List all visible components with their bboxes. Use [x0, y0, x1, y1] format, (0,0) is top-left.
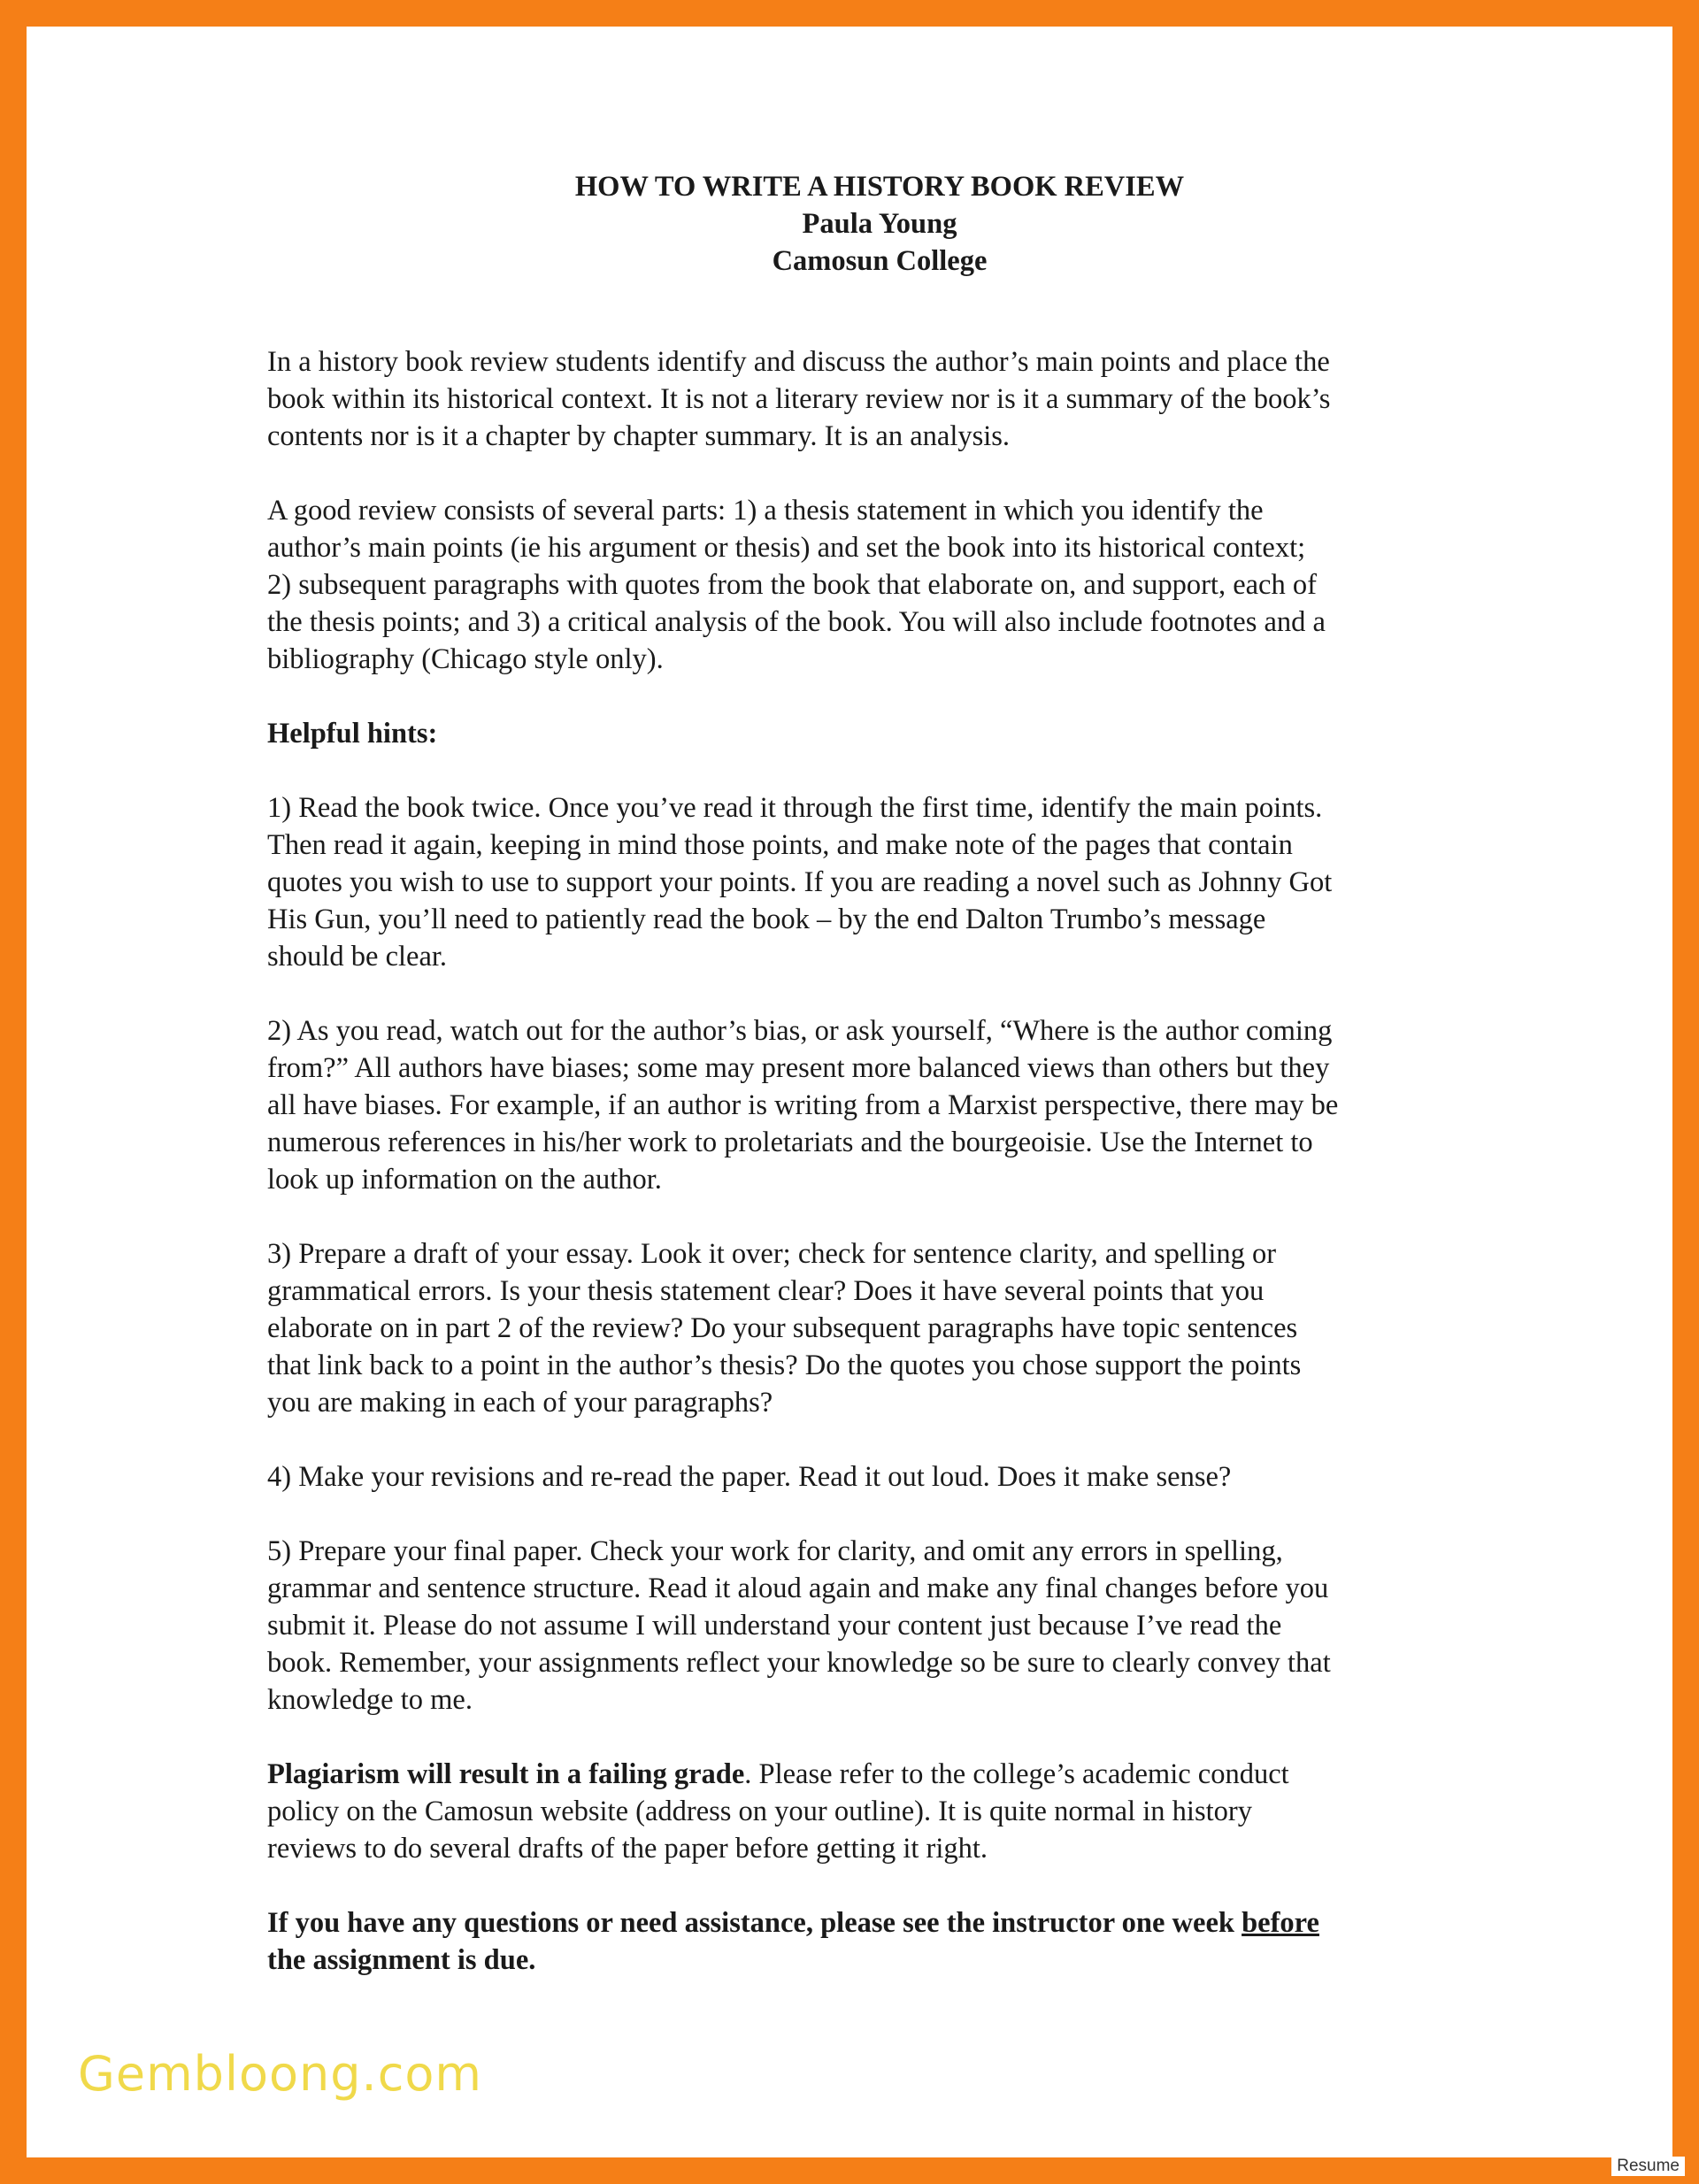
plagiarism-line-rest: . Please refer to the college’s academic conduct	[744, 1758, 1289, 1790]
text-line: book within its historical context. It is not a literary review nor is it a summary of the book’s	[267, 383, 1331, 415]
text-line: 4) Make your revisions and re-read the paper. Read it out loud. Does it make sense?	[267, 1461, 1232, 1493]
text-line: submit it. Please do not assume I will understand your content just because I’ve read the	[267, 1610, 1282, 1642]
review-parts-paragraph	[267, 492, 1506, 678]
text-line: numerous references in his/her work to proletariats and the bourgeoisie. Use the Internet to	[267, 1127, 1313, 1158]
text-line: the assignment is due.	[267, 1944, 536, 1976]
text-line: look up information on the author.	[267, 1164, 662, 1196]
document-page	[267, 168, 1506, 2016]
text-line: knowledge to me.	[267, 1684, 473, 1716]
text-line: grammatical errors. Is your thesis statement clear? Does it have several points that you	[267, 1275, 1265, 1307]
title-block	[267, 168, 1492, 280]
plagiarism-warning: Plagiarism will result in a failing grade	[267, 1758, 745, 1790]
text-line: policy on the Camosun website (address on your outline). It is quite normal in history	[267, 1796, 1252, 1827]
text-line: His Gun, you’ll need to patiently read the book – by the end Dalton Trumbo’s message	[267, 904, 1266, 935]
helpful-hints-heading: Helpful hints:	[267, 718, 438, 750]
closing-line-start: If you have any questions or need assistance, please see the instructor one week	[267, 1907, 1242, 1939]
text-line: 1) Read the book twice. Once you’ve read it through the first time, identify the main points.	[267, 792, 1323, 824]
text-line: from?” All authors have biases; some may present more balanced views than others but they	[267, 1052, 1330, 1084]
text-line: In a history book review students identify and discuss the author’s main points and place the	[267, 346, 1330, 378]
text-line: book. Remember, your assignments reflect your knowledge so be sure to clearly convey that	[267, 1647, 1331, 1679]
text-line: grammar and sentence structure. Read it aloud again and make any final changes before you	[267, 1573, 1329, 1604]
author-name: Paula Young	[802, 208, 957, 240]
text-line: author’s main points (ie his argument or thesis) and set the book into its historical context;	[267, 532, 1306, 564]
text-line	[267, 1756, 1506, 1793]
text-line: the thesis points; and 3) a critical analysis of the book. You will also include footnotes and a	[267, 606, 1326, 638]
text-line: all have biases. For example, if an author is writing from a Marxist perspective, there may be	[267, 1089, 1339, 1121]
watermark: Gembloong.com	[78, 2046, 483, 2102]
text-line: that link back to a point in the author’s thesis? Do the quotes you chose support the points	[267, 1350, 1302, 1381]
corner-label: Resume	[1611, 2157, 1685, 2176]
text-line: 2) As you read, watch out for the author’s bias, or ask yourself, “Where is the author coming	[267, 1015, 1333, 1047]
text-line: elaborate on in part 2 of the review? Do your subsequent paragraphs have topic sentences	[267, 1312, 1298, 1344]
text-line: 5) Prepare your final paper. Check your work for clarity, and omit any errors in spelling,	[267, 1535, 1283, 1567]
text-line: 2) subsequent paragraphs with quotes from the book that elaborate on, and support, each of	[267, 569, 1317, 601]
intro-paragraph	[267, 343, 1506, 455]
document-title: HOW TO WRITE A HISTORY BOOK REVIEW	[574, 171, 1185, 203]
hint-1-paragraph	[267, 789, 1506, 975]
hint-5-paragraph	[267, 1533, 1506, 1719]
hint-3-paragraph	[267, 1235, 1506, 1421]
hint-2-paragraph	[267, 1012, 1506, 1198]
text-line: A good review consists of several parts: 1) a thesis statement in which you identify the	[267, 495, 1264, 527]
text-line: contents nor is it a chapter by chapter summary. It is an analysis.	[267, 420, 1011, 452]
text-line: reviews to do several drafts of the paper before getting it right.	[267, 1833, 988, 1865]
closing-paragraph	[267, 1904, 1506, 1979]
text-line: should be clear.	[267, 941, 448, 973]
before-underlined: before	[1242, 1907, 1319, 1939]
text-line	[267, 1904, 1506, 1942]
plagiarism-paragraph	[267, 1756, 1506, 1867]
hint-4-paragraph	[267, 1458, 1506, 1496]
text-line: Then read it again, keeping in mind those points, and make note of the pages that contain	[267, 829, 1293, 861]
text-line: 3) Prepare a draft of your essay. Look it over; check for sentence clarity, and spelling or	[267, 1238, 1277, 1270]
text-line: bibliography (Chicago style only).	[267, 643, 664, 675]
institution-name: Camosun College	[772, 245, 988, 277]
text-line: you are making in each of your paragraphs?	[267, 1387, 773, 1419]
text-line: quotes you wish to use to support your points. If you are reading a novel such as Johnny Got	[267, 866, 1333, 898]
